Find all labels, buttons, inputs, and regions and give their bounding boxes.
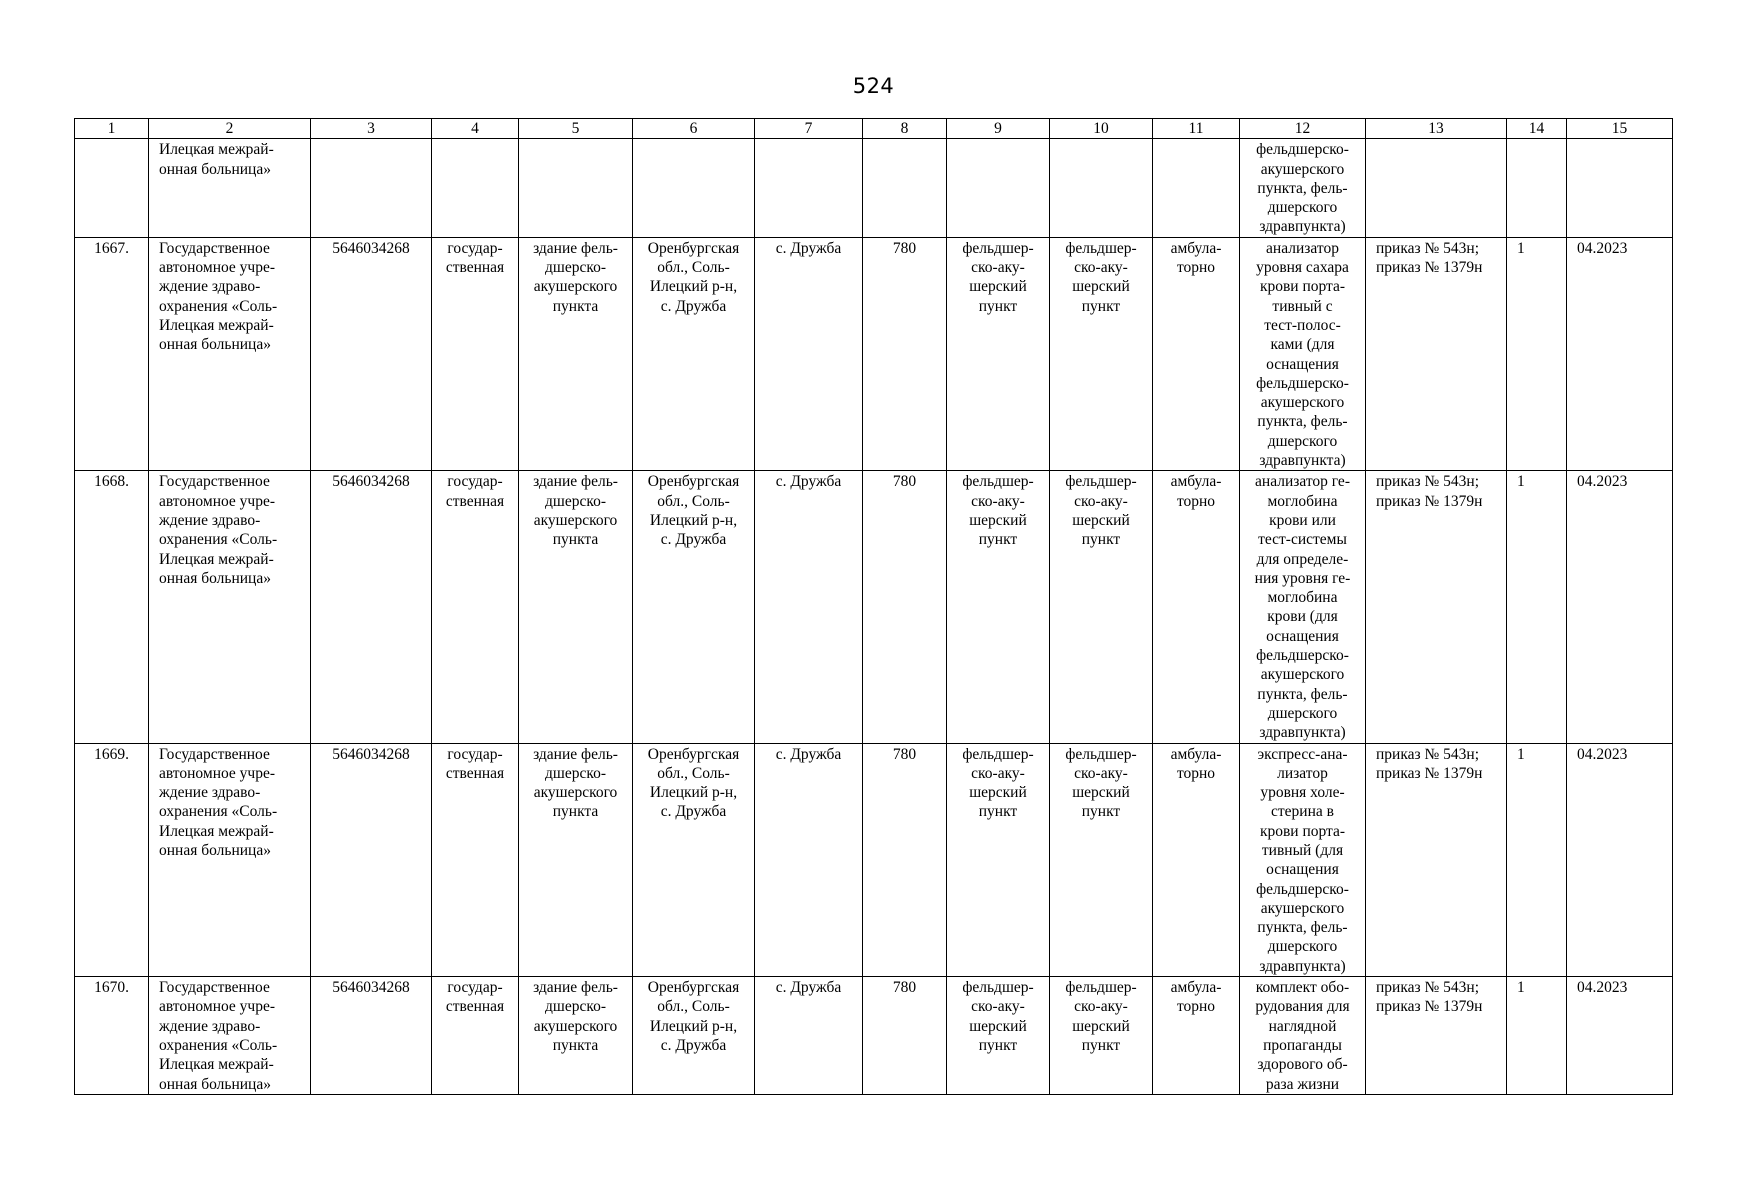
locality-cell: с. Дружба bbox=[755, 471, 863, 743]
org-name-cell: Илецкая межрай- онная больница» bbox=[149, 139, 311, 237]
registry-table bbox=[74, 118, 1673, 1095]
column-header: 5 bbox=[519, 119, 633, 139]
address-cell: Оренбургская обл., Соль- Илецкий р-н, с. Дружба bbox=[633, 237, 755, 471]
care-form-cell: амбула- торно bbox=[1153, 237, 1240, 471]
quantity-cell: 1 bbox=[1507, 977, 1567, 1095]
inn-cell: 5646034268 bbox=[311, 471, 432, 743]
org-name-cell: Государственное автономное учре- ждение здраво- охранения «Соль- Илецкая межрай- онная больница» bbox=[149, 471, 311, 743]
equipment-cell: комплект обо- рудования для наглядной пропаганды здорового об- раза жизни bbox=[1240, 977, 1366, 1095]
building-cell: здание фель- дшерско- акушерского пункта bbox=[519, 237, 633, 471]
unit-kind-cell: фельдшер- ско-аку- шерский пункт bbox=[1050, 237, 1153, 471]
column-header: 12 bbox=[1240, 119, 1366, 139]
unit-kind-cell: фельдшер- ско-аку- шерский пункт bbox=[1050, 471, 1153, 743]
inn-cell: 5646034268 bbox=[311, 743, 432, 977]
column-header: 14 bbox=[1507, 119, 1567, 139]
column-header: 6 bbox=[633, 119, 755, 139]
column-header: 2 bbox=[149, 119, 311, 139]
locality-cell: с. Дружба bbox=[755, 237, 863, 471]
column-header: 10 bbox=[1050, 119, 1153, 139]
date-cell: 04.2023 bbox=[1567, 743, 1673, 977]
building-cell: здание фель- дшерско- акушерского пункта bbox=[519, 471, 633, 743]
equipment-cell: анализатор ге- моглобина крови или тест-системы для определе- ния уровня ге- моглобина крови (для оснащения фельдшерско- акушерского пункта, фель- дшерского здравпункта) bbox=[1240, 471, 1366, 743]
column-header: 4 bbox=[432, 119, 519, 139]
inn-cell: 5646034268 bbox=[311, 977, 432, 1095]
row-number-cell: 1670. bbox=[75, 977, 149, 1095]
date-cell: 04.2023 bbox=[1567, 471, 1673, 743]
building-cell: здание фель- дшерско- акушерского пункта bbox=[519, 743, 633, 977]
table-header bbox=[75, 119, 1673, 139]
population-cell: 780 bbox=[863, 743, 947, 977]
row-number-cell: 1667. bbox=[75, 237, 149, 471]
equipment-cell: экспресс-ана- лизатор уровня холе- стерина в крови порта- тивный (для оснащения фельдшерско- акушерского пункта, фель- дшерского здравпункта) bbox=[1240, 743, 1366, 977]
order-cell: приказ № 543н; приказ № 1379н bbox=[1366, 977, 1507, 1095]
unit-type-cell: фельдшер- ско-аку- шерский пункт bbox=[947, 237, 1050, 471]
column-numbers-row bbox=[75, 119, 1673, 139]
address-cell: Оренбургская обл., Соль- Илецкий р-н, с. Дружба bbox=[633, 471, 755, 743]
building-cell: здание фель- дшерско- акушерского пункта bbox=[519, 977, 633, 1095]
unit-kind-cell: фельдшер- ско-аку- шерский пункт bbox=[1050, 743, 1153, 977]
column-header: 1 bbox=[75, 119, 149, 139]
table-row bbox=[75, 471, 1673, 743]
unit-type-cell: фельдшер- ско-аку- шерский пункт bbox=[947, 471, 1050, 743]
care-form-cell: амбула- торно bbox=[1153, 743, 1240, 977]
date-cell: 04.2023 bbox=[1567, 977, 1673, 1095]
unit-type-cell: фельдшер- ско-аку- шерский пункт bbox=[947, 977, 1050, 1095]
equipment-cell: анализатор уровня сахара крови порта- тивный с тест-полос- ками (для оснащения фельдшерско- акушерского пункта, фель- дшерского здравпункта) bbox=[1240, 237, 1366, 471]
column-header: 9 bbox=[947, 119, 1050, 139]
column-header: 3 bbox=[311, 119, 432, 139]
ownership-cell: государ- ственная bbox=[432, 237, 519, 471]
population-cell: 780 bbox=[863, 471, 947, 743]
unit-type-cell: фельдшер- ско-аку- шерский пункт bbox=[947, 743, 1050, 977]
quantity-cell: 1 bbox=[1507, 237, 1567, 471]
date-cell: 04.2023 bbox=[1567, 237, 1673, 471]
column-header: 13 bbox=[1366, 119, 1507, 139]
inn-cell: 5646034268 bbox=[311, 237, 432, 471]
column-header: 15 bbox=[1567, 119, 1673, 139]
column-header: 11 bbox=[1153, 119, 1240, 139]
ownership-cell: государ- ственная bbox=[432, 977, 519, 1095]
order-cell: приказ № 543н; приказ № 1379н bbox=[1366, 471, 1507, 743]
continuation-row bbox=[75, 139, 1673, 237]
page-number: 524 bbox=[852, 74, 895, 98]
address-cell: Оренбургская обл., Соль- Илецкий р-н, с. Дружба bbox=[633, 977, 755, 1095]
locality-cell: с. Дружба bbox=[755, 977, 863, 1095]
org-name-cell: Государственное автономное учре- ждение здраво- охранения «Соль- Илецкая межрай- онная больница» bbox=[149, 977, 311, 1095]
care-form-cell: амбула- торно bbox=[1153, 977, 1240, 1095]
quantity-cell: 1 bbox=[1507, 743, 1567, 977]
quantity-cell: 1 bbox=[1507, 471, 1567, 743]
table-row bbox=[75, 237, 1673, 471]
ownership-cell: государ- ственная bbox=[432, 743, 519, 977]
address-cell: Оренбургская обл., Соль- Илецкий р-н, с. Дружба bbox=[633, 743, 755, 977]
order-cell: приказ № 543н; приказ № 1379н bbox=[1366, 237, 1507, 471]
table-row bbox=[75, 743, 1673, 977]
population-cell: 780 bbox=[863, 237, 947, 471]
row-number-cell: 1669. bbox=[75, 743, 149, 977]
care-form-cell: амбула- торно bbox=[1153, 471, 1240, 743]
population-cell: 780 bbox=[863, 977, 947, 1095]
ownership-cell: государ- ственная bbox=[432, 471, 519, 743]
column-header: 8 bbox=[863, 119, 947, 139]
table-row bbox=[75, 977, 1673, 1095]
locality-cell: с. Дружба bbox=[755, 743, 863, 977]
row-number-cell: 1668. bbox=[75, 471, 149, 743]
equipment-cell: фельдшерско- акушерского пункта, фель- дшерского здравпункта) bbox=[1240, 139, 1366, 237]
order-cell: приказ № 543н; приказ № 1379н bbox=[1366, 743, 1507, 977]
column-header: 7 bbox=[755, 119, 863, 139]
org-name-cell: Государственное автономное учре- ждение здраво- охранения «Соль- Илецкая межрай- онная больница» bbox=[149, 743, 311, 977]
unit-kind-cell: фельдшер- ско-аку- шерский пункт bbox=[1050, 977, 1153, 1095]
org-name-cell: Государственное автономное учре- ждение здраво- охранения «Соль- Илецкая межрай- онная больница» bbox=[149, 237, 311, 471]
